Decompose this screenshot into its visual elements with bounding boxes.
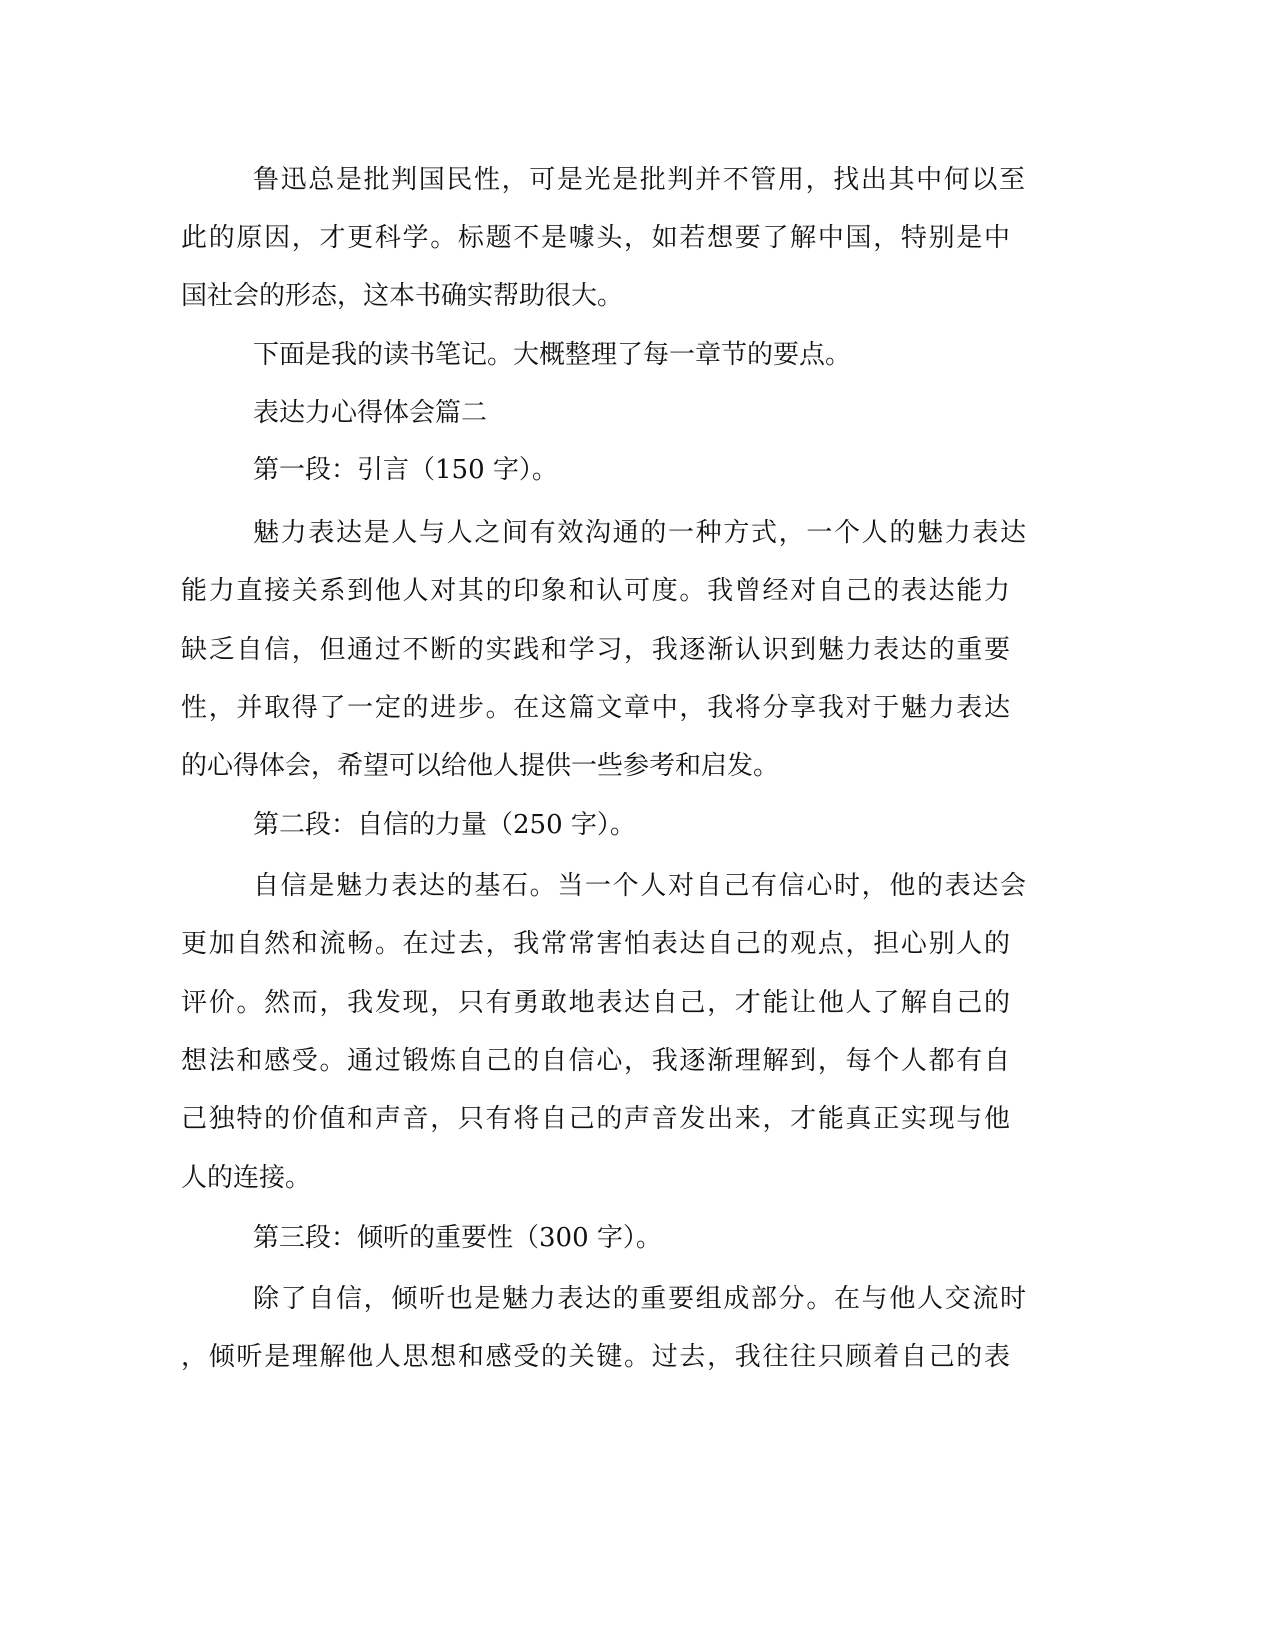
text-line [0, 571, 1275, 631]
text-line [0, 805, 1275, 865]
text-line-content: 更加自然和流畅。在过去，我常常害怕表达自己的观点，担心别人的 [181, 929, 1010, 959]
text-line [0, 160, 1275, 220]
text-line [0, 218, 1275, 278]
text-line [0, 335, 1275, 395]
text-line-content: 下面是我的读书笔记。大概整理了每一章节的要点。 [253, 340, 852, 370]
text-line-content: 缺乏自信，但通过不断的实践和学习，我逐渐认识到魅力表达的重要 [181, 635, 1010, 665]
text-line-content: 评价。然而，我发现，只有勇敢地表达自己，才能让他人了解自己的 [181, 988, 1010, 1018]
text-line-content: 第一段：引言（150 字）。 [253, 455, 558, 485]
text-line-content: 表达力心得体会篇二 [253, 398, 488, 428]
text-line-content: 鲁迅总是批判国民性，可是光是批判并不管用，找出其中何以至 [253, 165, 1025, 195]
text-line-content: 第二段：自信的力量（250 字）。 [253, 810, 636, 840]
text-line [0, 393, 1275, 453]
text-line [0, 450, 1275, 510]
text-line-content: 人的连接。 [181, 1163, 312, 1193]
text-line [0, 276, 1275, 336]
text-line-content: 能力直接关系到他人对其的印象和认可度。我曾经对自己的表达能力 [181, 576, 1010, 606]
text-line [0, 1218, 1275, 1278]
text-line [0, 513, 1275, 573]
text-line [0, 1158, 1275, 1218]
text-line [0, 1041, 1275, 1101]
text-line [0, 1279, 1275, 1339]
text-line-content: 己独特的价值和声音，只有将自己的声音发出来，才能真正实现与他 [181, 1104, 1010, 1134]
text-line [0, 746, 1275, 806]
text-line-content: 此的原因，才更科学。标题不是噱头，如若想要了解中国，特别是中 [181, 223, 1010, 253]
text-line-content: 第三段：倾听的重要性（300 字）。 [253, 1223, 662, 1253]
text-line [0, 1099, 1275, 1159]
text-line-content: 的心得体会，希望可以给他人提供一些参考和启发。 [181, 751, 780, 781]
text-line [0, 688, 1275, 748]
text-line-content: ，倾听是理解他人思想和感受的关键。过去，我往往只顾着自己的表 [181, 1342, 1010, 1372]
text-line [0, 630, 1275, 690]
text-line [0, 866, 1275, 926]
text-line-content: 性，并取得了一定的进步。在这篇文章中，我将分享我对于魅力表达 [181, 693, 1010, 723]
text-line-content: 国社会的形态，这本书确实帮助很大。 [181, 281, 624, 311]
text-line-content: 想法和感受。通过锻炼自己的自信心，我逐渐理解到，每个人都有自 [181, 1046, 1010, 1076]
text-line [0, 924, 1275, 984]
text-line-content: 自信是魅力表达的基石。当一个人对自己有信心时，他的表达会 [253, 871, 1026, 901]
text-line-content: 魅力表达是人与人之间有效沟通的一种方式，一个人的魅力表达 [253, 518, 1026, 548]
text-line-content: 除了自信，倾听也是魅力表达的重要组成部分。在与他人交流时 [253, 1284, 1026, 1314]
text-line [0, 1337, 1275, 1397]
text-line [0, 983, 1275, 1043]
